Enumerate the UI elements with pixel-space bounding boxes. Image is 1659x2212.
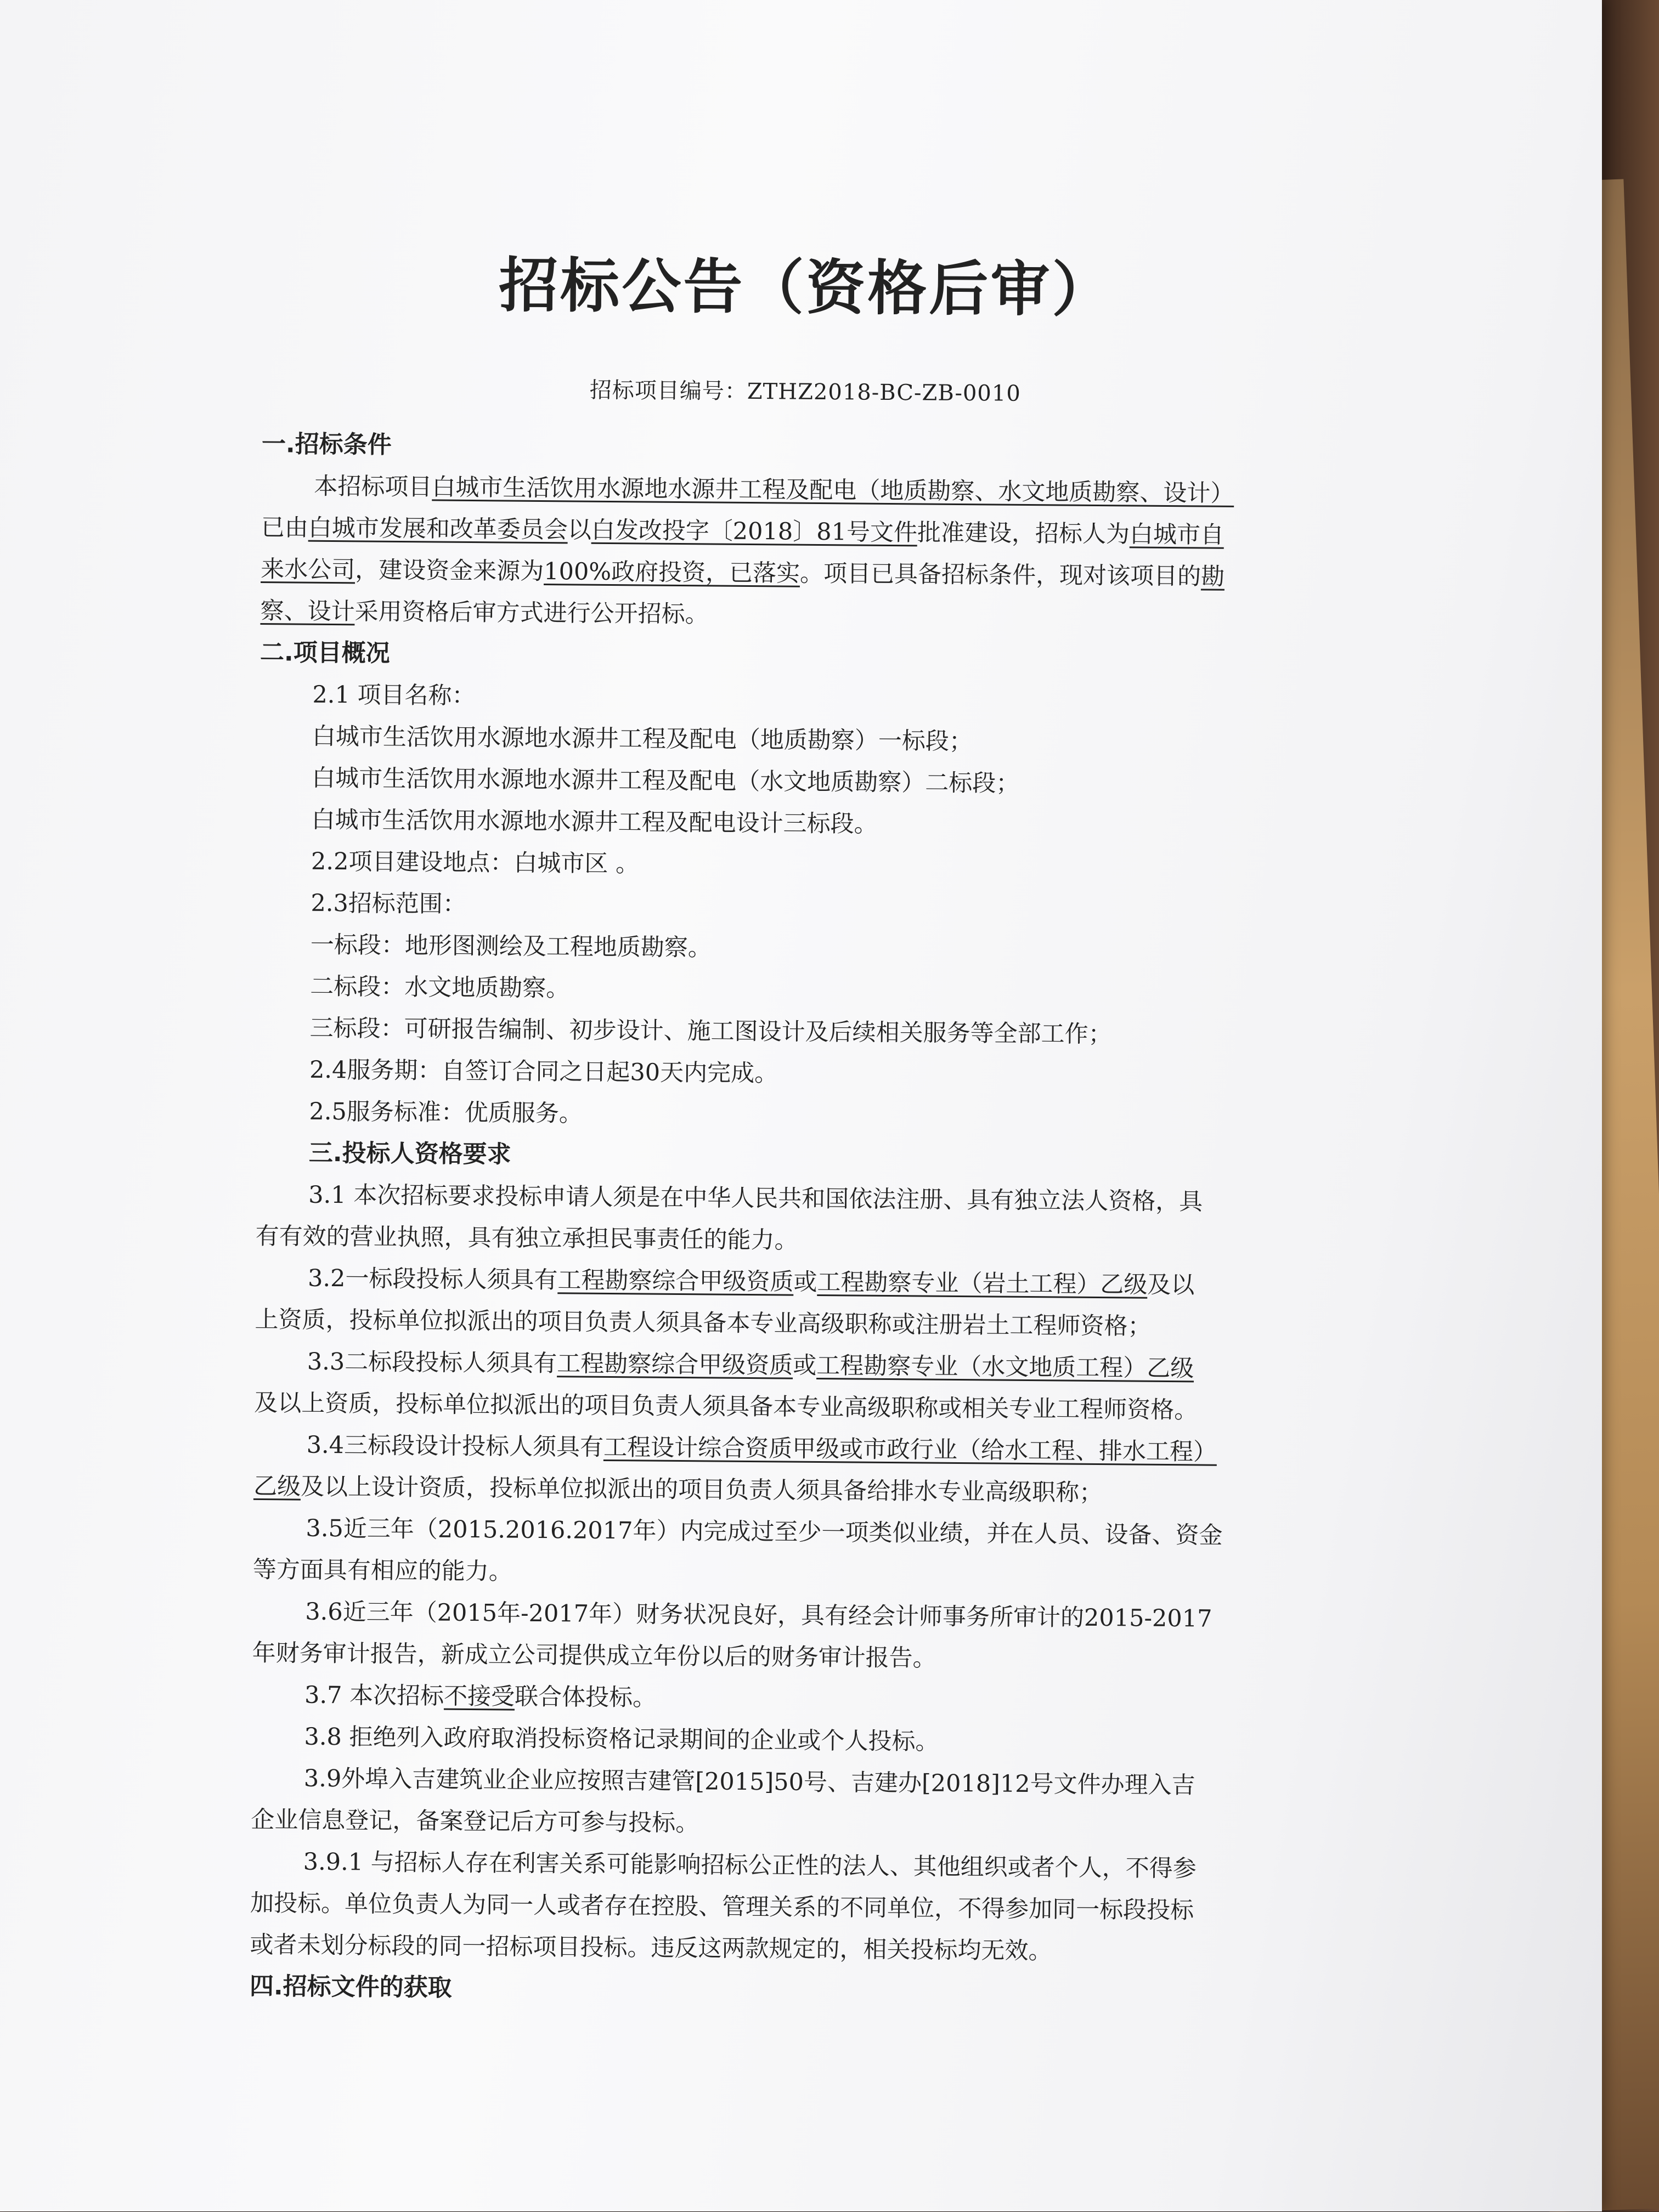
section-heading: 三.投标人资格要求	[308, 1139, 511, 1169]
section-heading: 一.招标条件	[261, 429, 392, 459]
paragraph-line: 3.9外埠入吉建筑业企业应按照吉建管[2015]50号、吉建办[2018]12号文件办理入吉	[303, 1764, 1195, 1800]
list-item: 二标段：水文地质勘察。	[310, 972, 570, 1003]
document-body	[250, 236, 1350, 2016]
paragraph-line: 已由白城市发展和改革委员会以白发改投字〔2018〕81号文件批准建设，招标人为白城市自	[261, 513, 1224, 549]
paragraph-line: 企业信息登记，备案登记后方可参与投标。	[251, 1806, 699, 1837]
paragraph-line: 3.6近三年（2015年-2017年）财务状况良好，具有经会计师事务所审计的2015-2017	[305, 1598, 1212, 1633]
paragraph-line: 3.3二标段投标人须具有工程勘察综合甲级资质或工程勘察专业（水文地质工程）乙级	[307, 1348, 1194, 1383]
list-item: 2.3招标范围：	[311, 889, 467, 918]
list-item: 2.1 项目名称：	[312, 681, 476, 710]
paragraph-line: 有有效的营业执照，具有独立承担民事责任的能力。	[255, 1222, 798, 1254]
list-item: 三标段：可研报告编制、初步设计、施工图设计及后续相关服务等全部工作；	[309, 1014, 1112, 1049]
paragraph-line: 或者未划分标段的同一招标项目投标。违反这两款规定的，相关投标均无效。	[250, 1931, 1052, 1965]
section-heading: 二.项目概况	[259, 638, 390, 667]
list-item: 2.5服务标准：优质服务。	[309, 1097, 583, 1128]
list-item: 白城市生活饮用水源地水源井工程及配电（水文地质勘察）二标段；	[312, 764, 1020, 797]
paragraph-line: 3.9.1 与招标人存在利害关系可能影响招标公正性的法人、其他组织或者个人，不得参	[303, 1848, 1197, 1883]
paragraph-line: 3.2一标段投标人须具有工程勘察综合甲级资质或工程勘察专业（岩土工程）乙级及以	[307, 1264, 1195, 1299]
paragraph-line: 乙级及以上设计资质，投标单位拟派出的项目负责人须具备给排水专业高级职称；	[253, 1472, 1103, 1507]
page-title: 招标公告（资格后审）	[498, 251, 1114, 325]
paragraph-line: 3.8 拒绝列入政府取消投标资格记录期间的企业或个人投标。	[304, 1723, 939, 1756]
section-heading: 四.招标文件的获取	[249, 1972, 452, 2002]
paragraph-line: 及以上资质，投标单位拟派出的项目负责人须具备本专业高级职称或相关专业工程师资格。	[254, 1389, 1198, 1424]
list-item: 白城市生活饮用水源地水源井工程及配电设计三标段。	[311, 806, 878, 838]
paragraph-line: 来水公司，建设资金来源为100%政府投资，已落实。项目已具备招标条件，现对该项目的勘	[261, 555, 1225, 591]
paragraph-line: 察、设计采用资格后审方式进行公开招标。	[260, 597, 709, 629]
list-item: 白城市生活饮用水源地水源井工程及配电（地质勘察）一标段；	[312, 722, 973, 756]
paragraph-line: 3.5近三年（2015.2016.2017年）内完成过至少一项类似业绩，并在人员、设备、资金	[306, 1514, 1223, 1549]
paragraph-line: 3.1 本次招标要求投标申请人须是在中华人民共和国依法注册、具有独立法人资格，具	[308, 1181, 1203, 1216]
list-item: 2.2项目建设地点：白城市区 。	[311, 847, 640, 878]
paragraph-line: 上资质，投标单位拟派出的项目负责人须具备本专业高级职称或注册岩土工程师资格；	[255, 1305, 1152, 1340]
paragraph-line: 等方面具有相应的能力。	[252, 1555, 513, 1586]
project-number: 招标项目编号：ZTHZ2018-BC-ZB-0010	[589, 377, 1021, 406]
list-item: 2.4服务期：自签订合同之日起30天内完成。	[309, 1056, 778, 1088]
paragraph-line: 3.4三标段设计投标人须具有工程设计综合资质甲级或市政行业（给水工程、排水工程）	[306, 1431, 1217, 1466]
paragraph-line: 年财务审计报告，新成立公司提供成立年份以后的财务审计报告。	[252, 1639, 936, 1672]
paragraph-line: 3.7 本次招标不接受联合体投标。	[304, 1681, 657, 1712]
paragraph-line: 加投标。单位负责人为同一人或者存在控股、管理关系的不同单位，不得参加同一标段投标	[250, 1889, 1194, 1925]
list-item: 一标段：地形图测绘及工程地质勘察。	[310, 931, 712, 962]
paragraph-line: 本招标项目白城市生活饮用水源地水源井工程及配电（地质勘察、水文地质勘察、设计）	[314, 472, 1234, 507]
